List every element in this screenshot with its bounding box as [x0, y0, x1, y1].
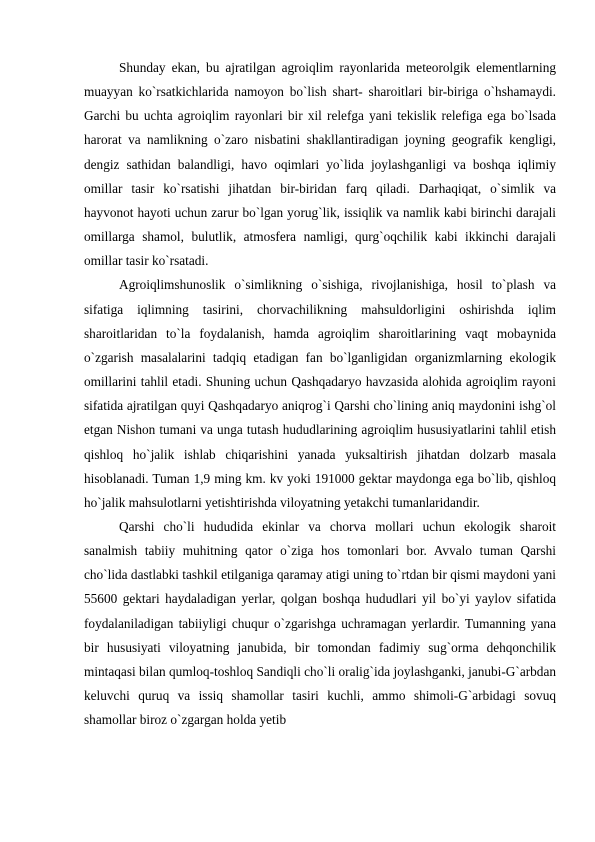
paragraph-3: Qarshi cho`li hududida ekinlar va chorva mollari uchun ekologik sharoit sanalmish tabiiy muhitning qator o`ziga hos tomonlari bor. Avvalo tuman Qarshi cho`lida dastlabki tashkil etilganiga qaramay atigi uning to`rtdan bir qismi maydoni yani 55600 gektari haydaladigan yerlar, qolgan boshqa hududlari yil bo`yi yaylov sifatida foydalaniladigan tabiiyligi chuqur o`zgarishga uchramagan yerlardir. Tumanning yana bir hususiyati viloyatning janubida, bir tomondan fadimiy sug`orma dehqonchilik mintaqasi bilan qumloq-toshloq Sandiqli cho`li oralig`ida joylashganki, janubi-G`arbdan keluvchi quruq va issiq shamollar tasiri kuchli, ammo shimoli-G`arbidagi sovuq shamollar biroz o`zgargan holda yetib [84, 518, 556, 728]
document-body [84, 56, 556, 732]
paragraph-2: Agroiqlimshunoslik o`simlikning o`sishiga, rivojlanishiga, hosil to`plash va sifatiga iqlimning tasirini, chorvachilikning mahsuldorligini oshirishda iqlim sharoitlaridan to`la foydalanish, hamda agroiqlim sharoitlarining vaqt mobaynida o`zgarish masalalarini tadqiq etadigan fan bo`lganligidan organizmlarning ekologik omillarini tahlil etadi. Shuning uchun Qashqadaryo havzasida alohida agroiqlim rayoni sifatida ajratilgan quyi Qashqadaryo aniqrog`i Qarshi cho`lining aniq maydonini ishg`ol etgan Nishon tumani va unga tutash hududlarining agroiqlim hususiyatlarini tahlil etish qishloq ho`jalik ishlab chiqarishini yanada yuksaltirish jihatdan dolzarb masala hisoblanadi. Tuman 1,9 ming km. kv yoki 191000 gektar maydonga ega bo`lib, qishloq ho`jalik mahsulotlarni yetishtirishda viloyatning yetakchi tumanlaridandir. [84, 277, 556, 510]
paragraph-1: Shunday ekan, bu ajratilgan agroiqlim rayonlarida meteorolgik elementlarning muayyan ko`rsatkichlarida namoyon bo`lish shart- sharoitlari bir-biriga o`hshamaydi. Garchi bu uchta agroiqlim rayonlari bir xil relefga yani tekislik relefiga ega bo`lsada harorat va namlikning o`zaro nisbatini shakllantiradigan joyning geografik kengligi, dengiz sathidan balandligi, havo oqimlari yo`lida joylashganligi va boshqa iqlimiy omillar tasir ko`rsatishi jihatdan bir-biridan farq qiladi. Darhaqiqat, o`simlik va hayvonot hayoti uchun zarur bo`lgan yorug`lik, issiqlik va namlik kabi birinchi darajali omillarga shamol, bulutlik, atmosfera namligi, qurg`oqchilik kabi ikkinchi darajali omillar tasir ko`rsatadi. [84, 60, 556, 269]
